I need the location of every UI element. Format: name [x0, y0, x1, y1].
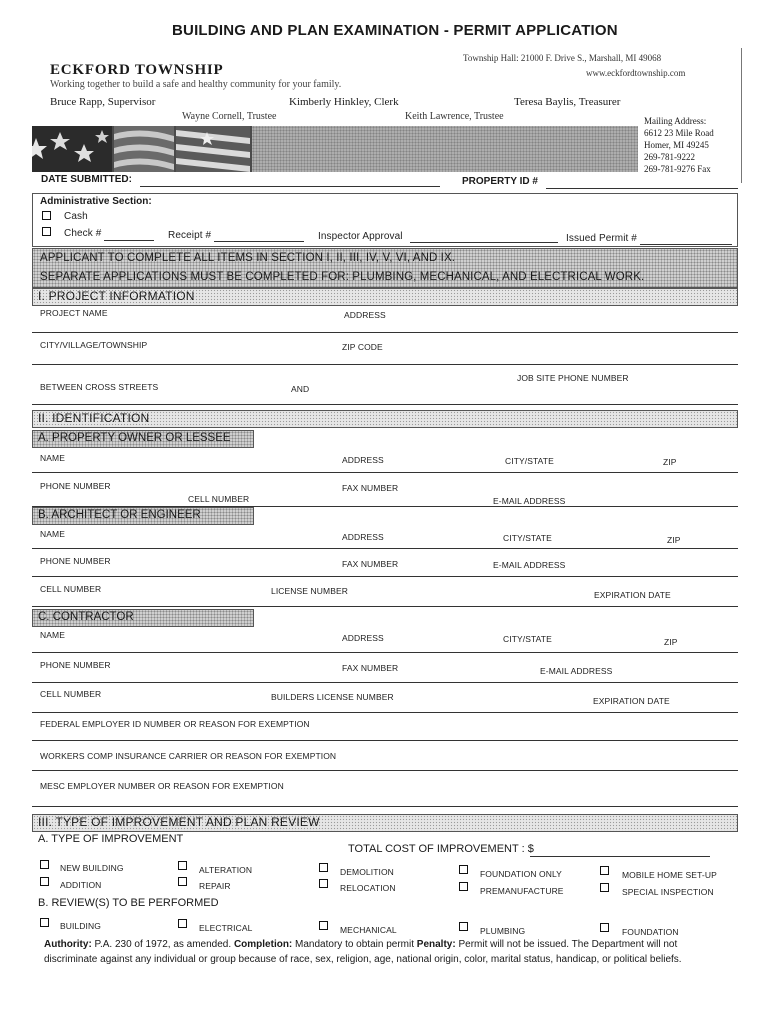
plumbing-review-checkbox[interactable]: [459, 922, 468, 931]
city-line[interactable]: [32, 364, 738, 365]
contractor-address-label: ADDRESS: [342, 633, 384, 643]
phone-number: 269-781-9222: [644, 152, 695, 162]
contractor-citystate-label: CITY/STATE: [503, 634, 552, 644]
new-building-label: NEW BUILDING: [60, 863, 124, 873]
foundation-only-label: FOUNDATION ONLY: [480, 869, 562, 879]
issued-permit-label: Issued Permit #: [566, 233, 637, 244]
township-hall-address: Township Hall: 21000 F. Drive S., Marshall, MI 49068: [463, 53, 662, 63]
contractor-name-label: NAME: [40, 630, 65, 640]
form-title: BUILDING AND PLAN EXAMINATION - PERMIT APPLICATION: [172, 22, 618, 39]
mechanical-review-label: MECHANICAL: [340, 925, 397, 935]
penalty-label: Penalty:: [416, 939, 456, 950]
foundation-review-label: FOUNDATION: [622, 927, 679, 937]
contractor-name-line[interactable]: [32, 652, 738, 653]
contractor-phone-label: PHONE NUMBER: [40, 660, 111, 670]
completion-text: Mandatory to obtain permit: [292, 939, 417, 950]
section-1-title: I. PROJECT INFORMATION: [38, 289, 195, 303]
addition-checkbox[interactable]: [40, 877, 49, 886]
contractor-zip-label: ZIP: [664, 637, 678, 647]
contractor-expiration-label: EXPIRATION DATE: [593, 696, 670, 706]
workers-comp-line[interactable]: [32, 770, 738, 771]
owner-cell-label: CELL NUMBER: [188, 494, 250, 504]
architect-email-label: E-MAIL ADDRESS: [493, 560, 566, 570]
owner-phone-label: PHONE NUMBER: [40, 481, 111, 491]
architect-zip-label: ZIP: [667, 535, 681, 545]
owner-email-label: E-MAIL ADDRESS: [493, 496, 566, 506]
foundation-only-checkbox[interactable]: [459, 865, 468, 874]
property-id-label: PROPERTY ID #: [462, 176, 538, 187]
architect-title: B. ARCHITECT OR ENGINEER: [38, 509, 201, 521]
electrical-review-checkbox[interactable]: [178, 919, 187, 928]
architect-name-label: NAME: [40, 529, 65, 539]
building-review-label: BUILDING: [60, 921, 101, 931]
property-id-line[interactable]: [546, 188, 738, 189]
authority-label: Authority:: [44, 939, 92, 950]
owner-address-label: ADDRESS: [342, 455, 384, 465]
project-address-label: ADDRESS: [344, 310, 386, 320]
receipt-number-label: Receipt #: [168, 230, 212, 241]
mobile-home-checkbox[interactable]: [600, 866, 609, 875]
fax-number: 269-781-9276 Fax: [644, 164, 711, 174]
clerk-name: Kimberly Hinkley, Clerk: [289, 96, 399, 108]
repair-label: REPAIR: [199, 881, 231, 891]
trustee-name: Keith Lawrence, Trustee: [405, 111, 504, 122]
foundation-review-checkbox[interactable]: [600, 923, 609, 932]
owner-citystate-label: CITY/STATE: [505, 456, 554, 466]
architect-name-line[interactable]: [32, 548, 738, 549]
architect-phone-label: PHONE NUMBER: [40, 556, 111, 566]
project-name-line[interactable]: [32, 332, 738, 333]
treasurer-name: Teresa Baylis, Treasurer: [514, 96, 621, 108]
federal-employer-id-label: FEDERAL EMPLOYER ID NUMBER OR REASON FOR EXEMPTION: [40, 719, 310, 729]
inspector-approval-line[interactable]: [410, 242, 558, 243]
type-of-improvement-title: A. TYPE OF IMPROVEMENT: [38, 833, 184, 845]
building-review-checkbox[interactable]: [40, 918, 49, 927]
owner-zip-label: ZIP: [663, 457, 677, 467]
special-inspection-checkbox[interactable]: [600, 883, 609, 892]
receipt-number-line[interactable]: [214, 241, 304, 242]
cash-label: Cash: [64, 211, 88, 222]
contractor-phone-line[interactable]: [32, 682, 738, 683]
contractor-cell-label: CELL NUMBER: [40, 689, 102, 699]
demolition-checkbox[interactable]: [319, 863, 328, 872]
check-checkbox[interactable]: [42, 227, 51, 236]
total-cost-line[interactable]: [530, 856, 710, 857]
architect-citystate-label: CITY/STATE: [503, 533, 552, 543]
alteration-label: ALTERATION: [199, 865, 253, 875]
contractor-fax-label: FAX NUMBER: [342, 663, 399, 673]
issued-permit-line[interactable]: [640, 244, 732, 245]
architect-phone-line[interactable]: [32, 576, 738, 577]
relocation-checkbox[interactable]: [319, 879, 328, 888]
supervisor-name: Bruce Rapp, Supervisor: [50, 96, 156, 108]
alteration-checkbox[interactable]: [178, 861, 187, 870]
job-site-phone-label: JOB SITE PHONE NUMBER: [517, 373, 629, 383]
mailing-address-line: 6612 23 Mile Road: [644, 128, 714, 138]
admin-section-title: Administrative Section:: [40, 196, 152, 207]
city-village-township-label: CITY/VILLAGE/TOWNSHIP: [40, 340, 148, 350]
authority-statement: [44, 939, 677, 950]
notice-line-2: SEPARATE APPLICATIONS MUST BE COMPLETED FOR: PLUMBING, MECHANICAL, AND ELECTRICAL WORK.: [40, 271, 645, 283]
check-number-line[interactable]: [104, 240, 154, 241]
notice-line-1: APPLICANT TO COMPLETE ALL ITEMS IN SECTION I, II, III, IV, V, VI, AND IX.: [40, 252, 456, 264]
section-3-title: III. TYPE OF IMPROVEMENT AND PLAN REVIEW: [38, 815, 320, 829]
project-name-label: PROJECT NAME: [40, 308, 108, 318]
mechanical-review-checkbox[interactable]: [319, 921, 328, 930]
inspector-approval-label: Inspector Approval: [318, 231, 403, 242]
township-tagline: Working together to build a safe and healthy community for your family.: [50, 79, 342, 90]
workers-comp-label: WORKERS COMP INSURANCE CARRIER OR REASON FOR EXEMPTION: [40, 751, 337, 761]
repair-checkbox[interactable]: [178, 877, 187, 886]
reviews-title: B. REVIEW(S) TO BE PERFORMED: [38, 897, 219, 909]
cross-streets-label: BETWEEN CROSS STREETS: [40, 382, 159, 392]
trustee-name: Wayne Cornell, Trustee: [182, 111, 277, 122]
section-2-title: II. IDENTIFICATION: [38, 411, 150, 425]
mailing-address-line: Homer, MI 49245: [644, 140, 709, 150]
date-submitted-label: DATE SUBMITTED:: [41, 174, 132, 185]
architect-expiration-label: EXPIRATION DATE: [594, 590, 671, 600]
special-inspection-label: SPECIAL INSPECTION: [622, 887, 714, 897]
new-building-checkbox[interactable]: [40, 860, 49, 869]
total-cost-label: TOTAL COST OF IMPROVEMENT : $: [348, 843, 534, 855]
demolition-label: DEMOLITION: [340, 867, 394, 877]
contractor-cell-line[interactable]: [32, 712, 738, 713]
architect-address-label: ADDRESS: [342, 532, 384, 542]
cash-checkbox[interactable]: [42, 211, 51, 220]
contractor-email-label: E-MAIL ADDRESS: [540, 666, 613, 676]
premanufacture-checkbox[interactable]: [459, 882, 468, 891]
architect-license-label: LICENSE NUMBER: [271, 586, 348, 596]
cross-streets-line[interactable]: [32, 404, 738, 405]
federal-employer-id-line[interactable]: [32, 740, 738, 741]
completion-label: Completion:: [233, 939, 293, 950]
flag-banner-texture: [252, 126, 638, 172]
mesc-employer-line[interactable]: [32, 806, 738, 807]
relocation-label: RELOCATION: [340, 883, 396, 893]
owner-fax-label: FAX NUMBER: [342, 483, 399, 493]
check-number-label: Check #: [64, 228, 102, 239]
addition-label: ADDITION: [60, 880, 102, 890]
owner-name-label: NAME: [40, 453, 65, 463]
plumbing-review-label: PLUMBING: [480, 926, 526, 936]
township-name: ECKFORD TOWNSHIP: [50, 62, 224, 78]
penalty-text: Permit will not be issued. The Department will not: [455, 939, 678, 950]
mailing-address-label: Mailing Address:: [644, 116, 707, 126]
mesc-employer-label: MESC EMPLOYER NUMBER OR REASON FOR EXEMPTION: [40, 781, 284, 791]
contractor-title: C. CONTRACTOR: [38, 611, 134, 623]
contractor-license-label: BUILDERS LICENSE NUMBER: [271, 692, 394, 702]
architect-fax-label: FAX NUMBER: [342, 559, 399, 569]
authority-text: P.A. 230 of 1972, as amended.: [91, 939, 234, 950]
owner-name-line[interactable]: [32, 472, 738, 473]
and-label: AND: [291, 384, 310, 394]
owner-title: A. PROPERTY OWNER OR LESSEE: [38, 432, 231, 444]
non-discrimination-statement: discriminate against any individual or group because of race, sex, religion, age, national origin, color, marital status, handicap, or political beliefs.: [44, 954, 682, 965]
mobile-home-label: MOBILE HOME SET-UP: [622, 870, 717, 880]
premanufacture-label: PREMANUFACTURE: [480, 886, 564, 896]
architect-cell-line[interactable]: [32, 606, 738, 607]
zip-code-label: ZIP CODE: [342, 342, 383, 352]
architect-cell-label: CELL NUMBER: [40, 584, 102, 594]
date-submitted-line[interactable]: [140, 186, 440, 187]
electrical-review-label: ELECTRICAL: [199, 923, 253, 933]
township-website[interactable]: www.eckfordtownship.com: [586, 68, 686, 78]
